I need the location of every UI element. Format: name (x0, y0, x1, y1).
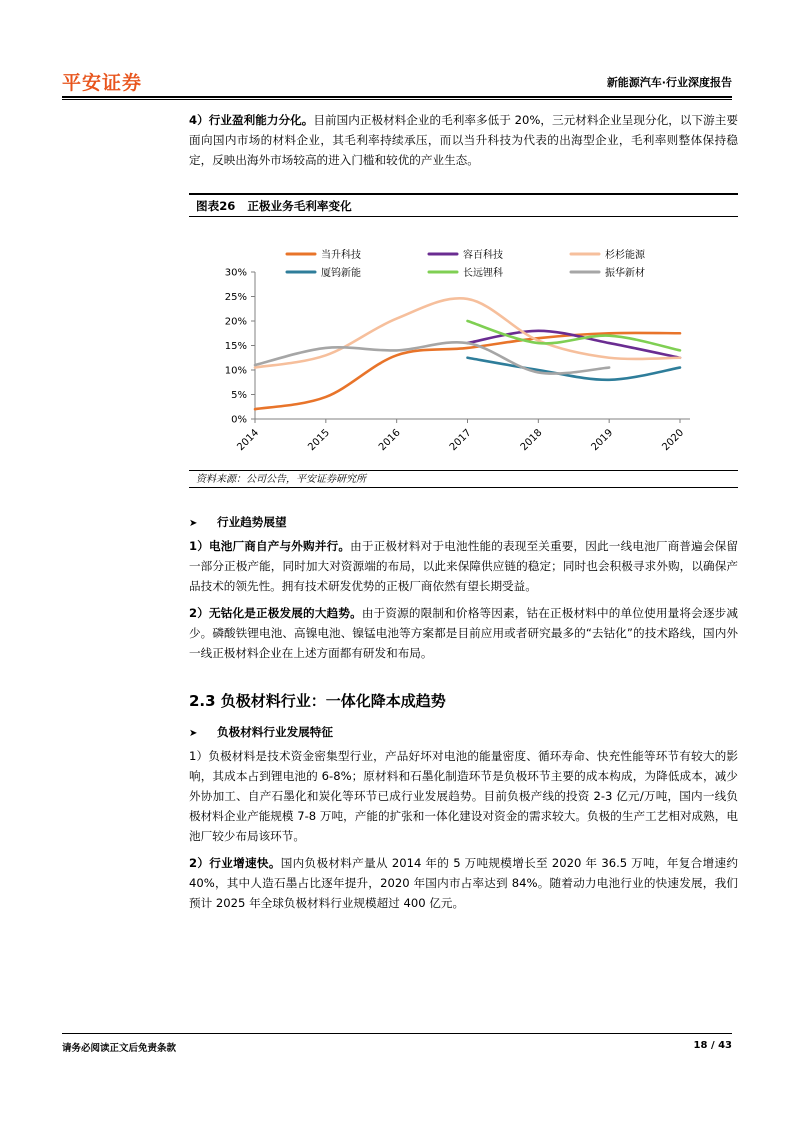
y-tick-label: 30% (224, 267, 247, 279)
y-tick-label: 20% (224, 316, 247, 328)
figure-number: 图表26 (196, 199, 236, 213)
profit-paragraph (189, 110, 738, 170)
x-tick-label: 2018 (518, 427, 545, 454)
anode-paragraph-2 (189, 853, 738, 913)
profit-paragraph-block (189, 110, 738, 177)
header-divider (62, 96, 732, 98)
footer-divider (62, 1033, 732, 1034)
trend-heading (189, 512, 738, 534)
anode-heading-text: 负极材料行业发展特征 (217, 725, 333, 739)
page-number: 18 / 43 (693, 1040, 732, 1051)
legend-label-4: 长远锂科 (463, 268, 503, 279)
gross-margin-chart (189, 222, 738, 468)
legend-label-2: 杉杉能源 (605, 250, 645, 261)
anode-p2-lead: 2）行业增速快。 (189, 856, 281, 870)
chart-lines (255, 298, 680, 409)
trend-p2-text: 由于资源的限制和价格等因素，钴在正极材料中的单位使用量将会逐步减少。磷酸铁锂电池、高镍电池、镍锰电池等方案都是目前应用或者研究最多的“去钴化”的技术路线，国内外一线正极材料企业在上述方面都有研发和布局。 (189, 606, 738, 660)
series-line-3 (468, 358, 681, 380)
x-tick-label: 2019 (589, 427, 616, 454)
company-logo: 平安证券 (62, 72, 143, 94)
y-tick-label: 25% (224, 292, 247, 303)
legend-label-3: 厦钨新能 (321, 268, 361, 279)
chart-axis (225, 268, 690, 454)
anode-heading (189, 722, 738, 744)
x-tick-label: 2020 (660, 427, 687, 454)
y-tick-label: 10% (224, 365, 247, 377)
trend-p1-text: 由于正极材料对于电池性能的表现至关重要，因此一线电池厂商普遍会保留一部分正极产能，同时加大对资源端的布局，以此来保障供应链的稳定；同时也会积极寻求外购，以确保产品技术的领先性。拥有技术研发优势的正极厂商依然有望长期受益。 (189, 539, 738, 593)
arrow-bullet-icon: ➤ (189, 728, 198, 739)
legend-label-0: 当升科技 (321, 250, 361, 261)
header-divider-thin (62, 99, 732, 100)
trend-p2-lead: 2）无钴化是正极发展的大趋势。 (189, 606, 362, 620)
y-tick-label: 0% (231, 414, 247, 426)
footer-disclaimer: 请务必阅读正文后免责条款 (62, 1043, 177, 1054)
x-tick-label: 2014 (235, 427, 262, 454)
trend-section (189, 512, 738, 670)
x-tick-label: 2017 (447, 427, 474, 454)
trend-paragraph-2 (189, 603, 738, 663)
anode-section (189, 722, 738, 920)
y-tick-label: 5% (231, 390, 247, 401)
trend-paragraph-1 (189, 536, 738, 596)
anode-paragraph-1: 1）负极材料是技术资金密集型行业，产品好坏对电池的能量密度、循环寿命、快充性能等环节有较大的影响，其成本占到锂电池的 6-8%；原材料和石墨化制造环节是负极环节主要的成本构成，为降低成本，减少外协加工、自产石墨化和炭化等环节已成行业发展趋势。目前负极产线的投资 2-3 亿元/万吨，国内一线负极材料企业产能规模 7-8 万吨，产能的扩张和一体化建设对资金的需求较大。负极的生产工艺相对成熟，电池厂较少布局该环节。 (189, 749, 738, 843)
y-tick-label: 15% (224, 341, 247, 352)
x-tick-label: 2016 (377, 427, 403, 454)
report-title: 新能源汽车·行业深度报告 (606, 76, 732, 89)
figure-title (189, 193, 738, 217)
profit-lead: 4）行业盈利能力分化。 (189, 113, 314, 127)
trend-p1-lead: 1）电池厂商自产与外购并行。 (189, 539, 351, 553)
arrow-bullet-icon: ➤ (189, 518, 198, 529)
trend-heading-text: 行业趋势展望 (217, 515, 287, 529)
legend-label-1: 容百科技 (463, 250, 503, 261)
section-title: 2.3 负极材料行业：一体化降本成趋势 (189, 692, 446, 710)
legend-label-5: 振华新材 (605, 268, 645, 279)
figure-caption: 正极业务毛利率变化 (247, 199, 352, 213)
x-tick-label: 2015 (306, 427, 332, 454)
figure-source: 资料来源：公司公告，平安证券研究所 (189, 470, 738, 488)
anode-p2-text: 国内负极材料产量从 2014 年的 5 万吨规模增长至 2020 年 36.5 万吨，年复合增速约 40%，其中人造石墨占比逐年提升，2020 年国内市占率达到 84%。随着动力电池行业的快速发展，我们预计 2025 年全球负极材料行业规模超过 400 亿元。 (189, 856, 738, 910)
profit-text: 目前国内正极材料企业的毛利率多低于 20%，三元材料企业呈现分化，以下游主要面向国内市场的材料企业，其毛利率持续承压，而以当升科技为代表的出海型企业，毛利率则整体保持稳定，反映出海外市场较高的进入门槛和较优的产业生态。 (189, 113, 738, 167)
chart-legend (287, 248, 646, 279)
